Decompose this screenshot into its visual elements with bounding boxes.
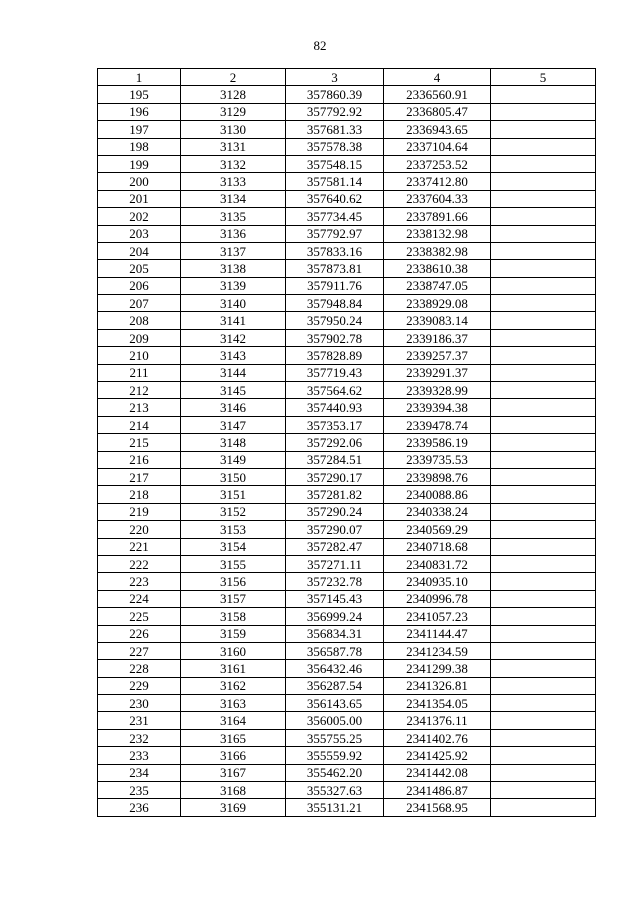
note-cell [491, 190, 596, 207]
row-number-cell: 202 [98, 208, 181, 225]
row-number-cell: 217 [98, 468, 181, 485]
table-row [98, 764, 596, 781]
row-number-cell: 231 [98, 712, 181, 729]
row-number-cell: 211 [98, 364, 181, 381]
note-cell [491, 608, 596, 625]
x-coordinate-cell: 356834.31 [286, 625, 384, 642]
table-row [98, 695, 596, 712]
point-number-cell: 3150 [181, 468, 286, 485]
point-number-cell: 3131 [181, 138, 286, 155]
table-row [98, 642, 596, 659]
row-number-cell: 196 [98, 103, 181, 120]
point-number-cell: 3162 [181, 677, 286, 694]
table-row [98, 190, 596, 207]
x-coordinate-cell: 355559.92 [286, 747, 384, 764]
point-number-cell: 3132 [181, 155, 286, 172]
table-row [98, 86, 596, 103]
table-row [98, 225, 596, 242]
x-coordinate-cell: 357792.97 [286, 225, 384, 242]
table-row [98, 729, 596, 746]
table-row [98, 782, 596, 799]
note-cell [491, 712, 596, 729]
y-coordinate-cell: 2341234.59 [384, 642, 491, 659]
x-coordinate-cell: 356587.78 [286, 642, 384, 659]
note-cell [491, 155, 596, 172]
point-number-cell: 3128 [181, 86, 286, 103]
table-row [98, 434, 596, 451]
x-coordinate-cell: 357440.93 [286, 399, 384, 416]
table-row [98, 625, 596, 642]
table-row [98, 364, 596, 381]
row-number-cell: 225 [98, 608, 181, 625]
x-coordinate-cell: 357950.24 [286, 312, 384, 329]
table-row [98, 677, 596, 694]
row-number-cell: 224 [98, 590, 181, 607]
note-cell [491, 138, 596, 155]
x-coordinate-cell: 356143.65 [286, 695, 384, 712]
x-coordinate-cell: 356005.00 [286, 712, 384, 729]
point-number-cell: 3136 [181, 225, 286, 242]
table-row [98, 799, 596, 816]
note-cell [491, 660, 596, 677]
table-row [98, 555, 596, 572]
row-number-cell: 210 [98, 347, 181, 364]
row-number-cell: 221 [98, 538, 181, 555]
x-coordinate-cell: 356287.54 [286, 677, 384, 694]
row-number-cell: 212 [98, 382, 181, 399]
table-row [98, 155, 596, 172]
x-coordinate-cell: 355755.25 [286, 729, 384, 746]
point-number-cell: 3155 [181, 555, 286, 572]
note-cell [491, 538, 596, 555]
row-number-cell: 222 [98, 555, 181, 572]
y-coordinate-cell: 2340718.68 [384, 538, 491, 555]
point-number-cell: 3146 [181, 399, 286, 416]
y-coordinate-cell: 2341057.23 [384, 608, 491, 625]
point-number-cell: 3158 [181, 608, 286, 625]
y-coordinate-cell: 2338929.08 [384, 295, 491, 312]
row-number-cell: 230 [98, 695, 181, 712]
row-number-cell: 215 [98, 434, 181, 451]
note-cell [491, 799, 596, 816]
y-coordinate-cell: 2339394.38 [384, 399, 491, 416]
table-row [98, 747, 596, 764]
row-number-cell: 199 [98, 155, 181, 172]
y-coordinate-cell: 2337891.66 [384, 208, 491, 225]
table-row [98, 382, 596, 399]
note-cell [491, 434, 596, 451]
point-number-cell: 3130 [181, 121, 286, 138]
y-coordinate-cell: 2340088.86 [384, 486, 491, 503]
row-number-cell: 236 [98, 799, 181, 816]
note-cell [491, 573, 596, 590]
y-coordinate-cell: 2340569.29 [384, 521, 491, 538]
column-header-5: 5 [491, 69, 596, 86]
y-coordinate-cell: 2336943.65 [384, 121, 491, 138]
x-coordinate-cell: 355462.20 [286, 764, 384, 781]
note-cell [491, 782, 596, 799]
y-coordinate-cell: 2341376.11 [384, 712, 491, 729]
table-row [98, 521, 596, 538]
table-row [98, 416, 596, 433]
y-coordinate-cell: 2339898.76 [384, 468, 491, 485]
point-number-cell: 3144 [181, 364, 286, 381]
column-header-1: 1 [98, 69, 181, 86]
y-coordinate-cell: 2339186.37 [384, 329, 491, 346]
note-cell [491, 590, 596, 607]
note-cell [491, 747, 596, 764]
row-number-cell: 216 [98, 451, 181, 468]
note-cell [491, 225, 596, 242]
x-coordinate-cell: 357902.78 [286, 329, 384, 346]
x-coordinate-cell: 357564.62 [286, 382, 384, 399]
point-number-cell: 3167 [181, 764, 286, 781]
y-coordinate-cell: 2337412.80 [384, 173, 491, 190]
row-number-cell: 206 [98, 277, 181, 294]
y-coordinate-cell: 2338610.38 [384, 260, 491, 277]
note-cell [491, 416, 596, 433]
note-cell [491, 503, 596, 520]
note-cell [491, 103, 596, 120]
point-number-cell: 3163 [181, 695, 286, 712]
x-coordinate-cell: 357290.07 [286, 521, 384, 538]
x-coordinate-cell: 357578.38 [286, 138, 384, 155]
x-coordinate-cell: 357284.51 [286, 451, 384, 468]
point-number-cell: 3147 [181, 416, 286, 433]
note-cell [491, 364, 596, 381]
table-row [98, 208, 596, 225]
x-coordinate-cell: 357353.17 [286, 416, 384, 433]
x-coordinate-cell: 357734.45 [286, 208, 384, 225]
note-cell [491, 468, 596, 485]
y-coordinate-cell: 2341568.95 [384, 799, 491, 816]
point-number-cell: 3134 [181, 190, 286, 207]
row-number-cell: 203 [98, 225, 181, 242]
note-cell [491, 625, 596, 642]
x-coordinate-cell: 357828.89 [286, 347, 384, 364]
note-cell [491, 86, 596, 103]
row-number-cell: 228 [98, 660, 181, 677]
table-row [98, 712, 596, 729]
point-number-cell: 3148 [181, 434, 286, 451]
table-row [98, 103, 596, 120]
note-cell [491, 242, 596, 259]
row-number-cell: 195 [98, 86, 181, 103]
x-coordinate-cell: 357792.92 [286, 103, 384, 120]
x-coordinate-cell: 357948.84 [286, 295, 384, 312]
row-number-cell: 235 [98, 782, 181, 799]
table-row [98, 451, 596, 468]
y-coordinate-cell: 2336560.91 [384, 86, 491, 103]
row-number-cell: 234 [98, 764, 181, 781]
x-coordinate-cell: 357145.43 [286, 590, 384, 607]
note-cell [491, 295, 596, 312]
point-number-cell: 3143 [181, 347, 286, 364]
row-number-cell: 226 [98, 625, 181, 642]
row-number-cell: 219 [98, 503, 181, 520]
note-cell [491, 347, 596, 364]
column-header-4: 4 [384, 69, 491, 86]
row-number-cell: 204 [98, 242, 181, 259]
x-coordinate-cell: 357271.11 [286, 555, 384, 572]
x-coordinate-cell: 357282.47 [286, 538, 384, 555]
table-row [98, 503, 596, 520]
table-row [98, 312, 596, 329]
table-row [98, 399, 596, 416]
note-cell [491, 642, 596, 659]
point-number-cell: 3135 [181, 208, 286, 225]
y-coordinate-cell: 2341144.47 [384, 625, 491, 642]
table-row [98, 486, 596, 503]
point-number-cell: 3160 [181, 642, 286, 659]
note-cell [491, 555, 596, 572]
y-coordinate-cell: 2337104.64 [384, 138, 491, 155]
note-cell [491, 729, 596, 746]
row-number-cell: 218 [98, 486, 181, 503]
point-number-cell: 3149 [181, 451, 286, 468]
table-header-row [98, 69, 596, 86]
note-cell [491, 486, 596, 503]
row-number-cell: 213 [98, 399, 181, 416]
row-number-cell: 220 [98, 521, 181, 538]
point-number-cell: 3138 [181, 260, 286, 277]
y-coordinate-cell: 2340935.10 [384, 573, 491, 590]
x-coordinate-cell: 355131.21 [286, 799, 384, 816]
point-number-cell: 3137 [181, 242, 286, 259]
table-body [98, 86, 596, 816]
table-row [98, 573, 596, 590]
note-cell [491, 521, 596, 538]
row-number-cell: 197 [98, 121, 181, 138]
table-row [98, 277, 596, 294]
x-coordinate-cell: 357873.81 [286, 260, 384, 277]
y-coordinate-cell: 2339328.99 [384, 382, 491, 399]
point-number-cell: 3142 [181, 329, 286, 346]
note-cell [491, 312, 596, 329]
y-coordinate-cell: 2339586.19 [384, 434, 491, 451]
y-coordinate-cell: 2339478.74 [384, 416, 491, 433]
x-coordinate-cell: 357640.62 [286, 190, 384, 207]
point-number-cell: 3157 [181, 590, 286, 607]
x-coordinate-cell: 357911.76 [286, 277, 384, 294]
row-number-cell: 200 [98, 173, 181, 190]
y-coordinate-cell: 2339291.37 [384, 364, 491, 381]
x-coordinate-cell: 357290.17 [286, 468, 384, 485]
y-coordinate-cell: 2338382.98 [384, 242, 491, 259]
x-coordinate-cell: 357290.24 [286, 503, 384, 520]
note-cell [491, 695, 596, 712]
point-number-cell: 3153 [181, 521, 286, 538]
table-row [98, 468, 596, 485]
row-number-cell: 233 [98, 747, 181, 764]
note-cell [491, 208, 596, 225]
table-row [98, 260, 596, 277]
point-number-cell: 3156 [181, 573, 286, 590]
table-row [98, 329, 596, 346]
note-cell [491, 173, 596, 190]
coordinates-table [97, 68, 596, 817]
row-number-cell: 209 [98, 329, 181, 346]
y-coordinate-cell: 2336805.47 [384, 103, 491, 120]
row-number-cell: 214 [98, 416, 181, 433]
x-coordinate-cell: 357860.39 [286, 86, 384, 103]
table-row [98, 538, 596, 555]
row-number-cell: 223 [98, 573, 181, 590]
y-coordinate-cell: 2341299.38 [384, 660, 491, 677]
note-cell [491, 382, 596, 399]
row-number-cell: 207 [98, 295, 181, 312]
row-number-cell: 201 [98, 190, 181, 207]
point-number-cell: 3165 [181, 729, 286, 746]
y-coordinate-cell: 2337604.33 [384, 190, 491, 207]
row-number-cell: 229 [98, 677, 181, 694]
table-row [98, 121, 596, 138]
y-coordinate-cell: 2341402.76 [384, 729, 491, 746]
row-number-cell: 198 [98, 138, 181, 155]
note-cell [491, 277, 596, 294]
y-coordinate-cell: 2338132.98 [384, 225, 491, 242]
x-coordinate-cell: 357833.16 [286, 242, 384, 259]
point-number-cell: 3139 [181, 277, 286, 294]
table-row [98, 590, 596, 607]
row-number-cell: 205 [98, 260, 181, 277]
x-coordinate-cell: 357719.43 [286, 364, 384, 381]
note-cell [491, 451, 596, 468]
row-number-cell: 208 [98, 312, 181, 329]
point-number-cell: 3159 [181, 625, 286, 642]
table-row [98, 608, 596, 625]
column-header-3: 3 [286, 69, 384, 86]
y-coordinate-cell: 2341442.08 [384, 764, 491, 781]
point-number-cell: 3168 [181, 782, 286, 799]
y-coordinate-cell: 2340996.78 [384, 590, 491, 607]
y-coordinate-cell: 2339735.53 [384, 451, 491, 468]
y-coordinate-cell: 2339083.14 [384, 312, 491, 329]
point-number-cell: 3141 [181, 312, 286, 329]
x-coordinate-cell: 357581.14 [286, 173, 384, 190]
note-cell [491, 329, 596, 346]
point-number-cell: 3129 [181, 103, 286, 120]
table-row [98, 660, 596, 677]
y-coordinate-cell: 2338747.05 [384, 277, 491, 294]
table-row [98, 295, 596, 312]
table-row [98, 242, 596, 259]
point-number-cell: 3140 [181, 295, 286, 312]
table-row [98, 138, 596, 155]
x-coordinate-cell: 356432.46 [286, 660, 384, 677]
table-row [98, 173, 596, 190]
point-number-cell: 3166 [181, 747, 286, 764]
y-coordinate-cell: 2340338.24 [384, 503, 491, 520]
x-coordinate-cell: 356999.24 [286, 608, 384, 625]
x-coordinate-cell: 357548.15 [286, 155, 384, 172]
y-coordinate-cell: 2337253.52 [384, 155, 491, 172]
x-coordinate-cell: 355327.63 [286, 782, 384, 799]
note-cell [491, 677, 596, 694]
point-number-cell: 3164 [181, 712, 286, 729]
y-coordinate-cell: 2341425.92 [384, 747, 491, 764]
y-coordinate-cell: 2341326.81 [384, 677, 491, 694]
row-number-cell: 232 [98, 729, 181, 746]
point-number-cell: 3151 [181, 486, 286, 503]
note-cell [491, 260, 596, 277]
x-coordinate-cell: 357232.78 [286, 573, 384, 590]
point-number-cell: 3169 [181, 799, 286, 816]
row-number-cell: 227 [98, 642, 181, 659]
y-coordinate-cell: 2341354.05 [384, 695, 491, 712]
note-cell [491, 399, 596, 416]
note-cell [491, 764, 596, 781]
point-number-cell: 3152 [181, 503, 286, 520]
point-number-cell: 3161 [181, 660, 286, 677]
point-number-cell: 3145 [181, 382, 286, 399]
x-coordinate-cell: 357681.33 [286, 121, 384, 138]
x-coordinate-cell: 357281.82 [286, 486, 384, 503]
note-cell [491, 121, 596, 138]
table-row [98, 347, 596, 364]
y-coordinate-cell: 2341486.87 [384, 782, 491, 799]
page-number: 82 [313, 38, 327, 53]
point-number-cell: 3154 [181, 538, 286, 555]
y-coordinate-cell: 2339257.37 [384, 347, 491, 364]
x-coordinate-cell: 357292.06 [286, 434, 384, 451]
point-number-cell: 3133 [181, 173, 286, 190]
column-header-2: 2 [181, 69, 286, 86]
y-coordinate-cell: 2340831.72 [384, 555, 491, 572]
